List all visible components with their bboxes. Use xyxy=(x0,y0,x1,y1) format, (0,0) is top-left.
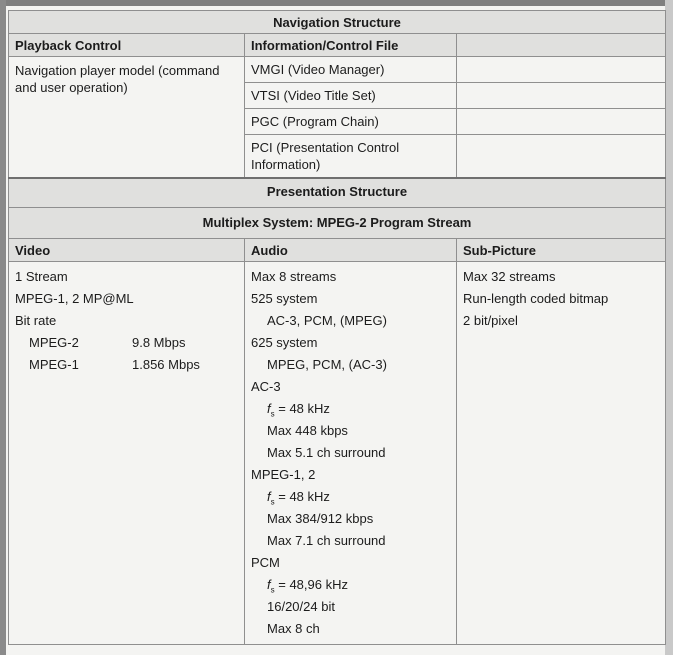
video-stream: 1 Stream xyxy=(15,269,68,284)
audio-mpeg-surround: Max 7.1 ch surround xyxy=(267,533,386,548)
subpicture-cell xyxy=(457,262,666,645)
audio-pcm-bits: 16/20/24 bit xyxy=(267,599,335,614)
presentation-body-row xyxy=(9,262,666,645)
audio-625-formats: MPEG, PCM, (AC-3) xyxy=(267,357,387,372)
audio-mpeg-rate: Max 384/912 kbps xyxy=(267,511,374,526)
audio-ac3-rate: Max 448 kbps xyxy=(267,423,348,438)
video-rate-mpeg2: MPEG-2 9.8 Mbps xyxy=(29,335,186,350)
subpicture-max-streams: Max 32 streams xyxy=(463,269,556,284)
audio-pcm-channels: Max 8 ch xyxy=(267,621,320,636)
audio-525-system: 525 system xyxy=(251,291,318,306)
multiplex-system: Multiplex System: MPEG-2 Program Stream xyxy=(202,215,472,230)
audio-625-system: 625 system xyxy=(251,335,318,350)
file-pgc: PGC (Program Chain) xyxy=(245,109,456,135)
audio-mpeg-label: MPEG-1, 2 xyxy=(251,467,316,482)
subpicture-header: Sub-Picture xyxy=(463,243,536,258)
audio-ac3-fs: $f_s = 48$ kHz xyxy=(267,401,330,419)
file-pci: PCI (Presentation Control Information) xyxy=(251,140,400,172)
control-file-list xyxy=(245,57,457,179)
audio-ac3-label: AC-3 xyxy=(251,379,281,394)
left-border xyxy=(0,0,6,655)
audio-mpeg-fs: $f_s = 48$ kHz xyxy=(267,489,330,507)
navigation-header-row xyxy=(9,34,666,57)
navigation-title-row xyxy=(9,11,666,34)
right-border xyxy=(665,0,673,655)
video-header: Video xyxy=(15,243,51,258)
video-rate-mpeg1: MPEG-1 1.856 Mbps xyxy=(29,357,200,372)
file-vmgi: VMGI (Video Manager) xyxy=(245,57,456,83)
top-border xyxy=(0,0,673,6)
audio-ac3-surround: Max 5.1 ch surround xyxy=(267,445,386,460)
audio-pcm-label: PCM xyxy=(251,555,280,570)
dvd-structure-table xyxy=(8,10,666,645)
file-vtsi: VTSI (Video Title Set) xyxy=(245,83,456,109)
audio-max-streams: Max 8 streams xyxy=(251,269,337,284)
presentation-title: Presentation Structure xyxy=(266,184,408,199)
video-cell xyxy=(9,262,245,645)
audio-525-formats: AC-3, PCM, (MPEG) xyxy=(267,313,387,328)
audio-cell xyxy=(245,262,457,645)
subpicture-depth: 2 bit/pixel xyxy=(463,313,518,328)
multiplex-row xyxy=(9,208,666,239)
navigation-body-row xyxy=(9,57,666,179)
audio-pcm-fs: $f_s = 48,96$ kHz xyxy=(267,577,348,595)
subpicture-coding: Run-length coded bitmap xyxy=(463,291,609,306)
playback-control-header: Playback Control xyxy=(15,38,122,53)
empty-cell xyxy=(457,57,666,179)
playback-control-text: Navigation player model (command and user operation) xyxy=(15,63,220,95)
presentation-title-row xyxy=(9,178,666,208)
audio-header: Audio xyxy=(251,243,288,258)
video-bitrate-label: Bit rate xyxy=(15,313,57,328)
info-control-file-header: Information/Control File xyxy=(251,38,399,53)
presentation-header-row xyxy=(9,239,666,262)
video-profile: MPEG-1, 2 MP@ML xyxy=(15,291,134,306)
navigation-title: Navigation Structure xyxy=(273,15,401,30)
